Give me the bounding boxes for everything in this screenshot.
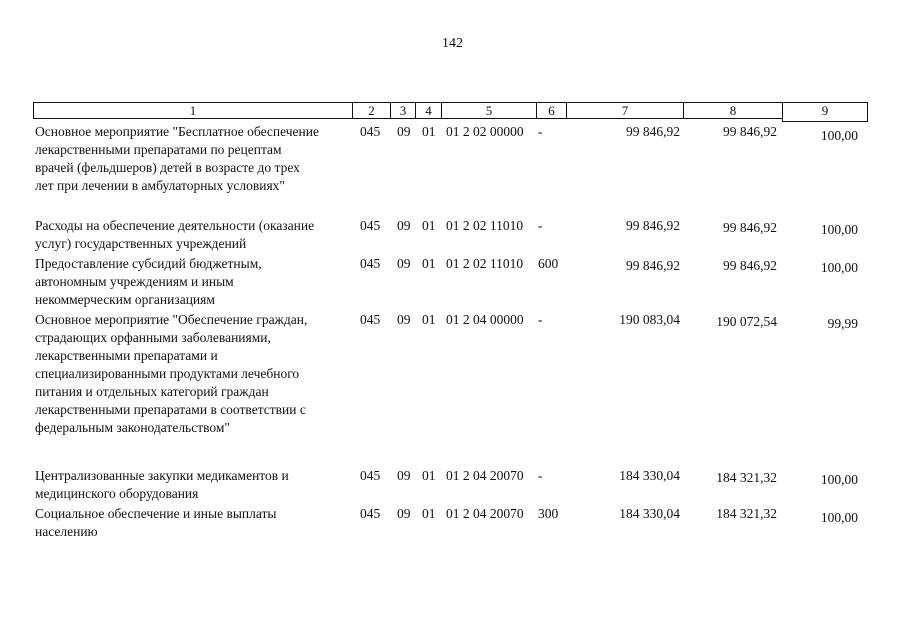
row-chapter: 045 [360, 506, 381, 521]
row-subsection: 01 [422, 218, 436, 233]
row-code: 01 2 02 11010 [446, 218, 524, 233]
row-name-line: Социальное обеспечение и иные выплаты [35, 506, 277, 521]
row-name-line: Централизованные закупки медикаментов и [35, 468, 289, 483]
row-value-9: 99,99 [827, 316, 858, 331]
row-name-line: Основное мероприятие "Бесплатное обеспечение [35, 124, 319, 139]
row-section: 09 [397, 468, 411, 483]
row-value-7: 184 330,04 [619, 506, 680, 521]
row-section: 09 [397, 124, 411, 139]
header-col-8: 8 [683, 102, 783, 119]
row-name-line: медицинского оборудования [35, 486, 199, 501]
row-value-9: 100,00 [820, 222, 858, 237]
row-expense-type: 600 [538, 256, 559, 271]
row-value-8: 184 321,32 [716, 506, 777, 521]
row-section: 09 [397, 506, 411, 521]
row-value-7: 99 846,92 [626, 124, 680, 139]
row-subsection: 01 [422, 506, 436, 521]
row-name [35, 311, 355, 437]
row-code: 01 2 04 00000 [446, 312, 524, 327]
row-name-line: федеральным законодательством" [35, 420, 230, 435]
row-subsection: 01 [422, 468, 436, 483]
row-name-line: Расходы на обеспечение деятельности (оказание [35, 218, 315, 233]
row-name-line: лекарственными препаратами в соответствии с [35, 402, 306, 417]
row-value-9: 100,00 [820, 472, 858, 487]
row-name-line: Основное мероприятие "Обеспечение граждан, [35, 312, 308, 327]
row-expense-type: 300 [538, 506, 559, 521]
row-value-9: 100,00 [820, 260, 858, 275]
row-value-8: 99 846,92 [723, 124, 777, 139]
row-chapter: 045 [360, 218, 381, 233]
row-name-line: населению [35, 524, 98, 539]
row-code: 01 2 02 00000 [446, 124, 524, 139]
row-name [35, 123, 355, 195]
row-name-line: лекарственными препаратами по рецептам [35, 142, 282, 157]
row-code: 01 2 04 20070 [446, 468, 524, 483]
header-col-9: 9 [782, 102, 868, 122]
row-chapter: 045 [360, 256, 381, 271]
row-name-line: специализированными продуктами лечебного [35, 366, 300, 381]
row-value-9: 100,00 [820, 128, 858, 143]
row-chapter: 045 [360, 468, 381, 483]
row-name [35, 505, 355, 541]
row-expense-type: - [538, 312, 543, 327]
row-code: 01 2 04 20070 [446, 506, 524, 521]
row-value-7: 184 330,04 [619, 468, 680, 483]
row-section: 09 [397, 218, 411, 233]
header-col-5: 5 [441, 102, 537, 119]
row-chapter: 045 [360, 124, 381, 139]
row-name-line: питания и отдельных категорий граждан [35, 384, 269, 399]
row-chapter: 045 [360, 312, 381, 327]
header-col-2: 2 [352, 102, 391, 119]
row-name-line: услуг) государственных учреждений [35, 236, 247, 251]
row-value-7: 99 846,92 [626, 218, 680, 233]
row-name [35, 217, 355, 253]
row-name-line: врачей (фельдшеров) детей в возрасте до трех [35, 160, 300, 175]
row-expense-type: - [538, 124, 543, 139]
row-expense-type: - [538, 468, 543, 483]
row-name [35, 467, 355, 503]
header-col-7: 7 [566, 102, 684, 119]
row-name [35, 255, 355, 309]
row-name-line: лет при лечении в амбулаторных условиях" [35, 178, 285, 193]
row-value-8: 184 321,32 [716, 470, 777, 485]
row-value-8: 99 846,92 [723, 258, 777, 273]
row-code: 01 2 02 11010 [446, 256, 524, 271]
row-value-7: 99 846,92 [626, 258, 680, 273]
header-col-1: 1 [33, 102, 353, 119]
row-subsection: 01 [422, 312, 436, 327]
header-col-3: 3 [390, 102, 416, 119]
row-name-line: Предоставление субсидий бюджетным, [35, 256, 262, 271]
row-value-8: 99 846,92 [723, 220, 777, 235]
row-name-line: автономным учреждениям и иным [35, 274, 234, 289]
page-number: 142 [442, 36, 463, 51]
row-value-7: 190 083,04 [619, 312, 680, 327]
row-name-line: страдающих орфанными заболеваниями, [35, 330, 271, 345]
row-expense-type: - [538, 218, 543, 233]
row-subsection: 01 [422, 124, 436, 139]
row-subsection: 01 [422, 256, 436, 271]
row-section: 09 [397, 256, 411, 271]
row-name-line: некоммерческим организациям [35, 292, 215, 307]
header-col-4: 4 [415, 102, 442, 119]
header-col-6: 6 [536, 102, 567, 119]
row-value-9: 100,00 [820, 510, 858, 525]
row-section: 09 [397, 312, 411, 327]
row-name-line: лекарственными препаратами и [35, 348, 218, 363]
row-value-8: 190 072,54 [716, 314, 777, 329]
